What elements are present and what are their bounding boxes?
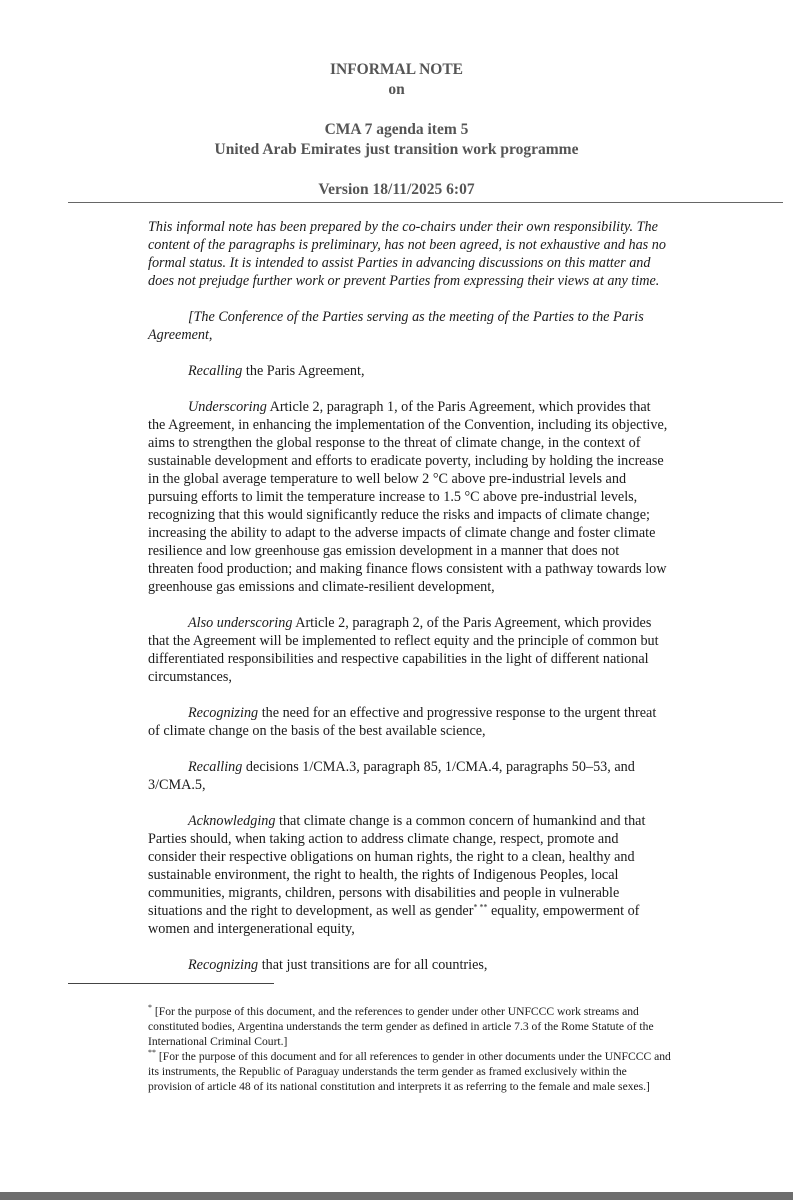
document-header	[0, 60, 793, 200]
paragraph-lead: Recognizing	[188, 957, 259, 973]
header-version: Version 18/11/2025 6:07	[318, 181, 475, 198]
paragraph-lead: Recalling	[188, 363, 243, 379]
footnote-mark: *	[148, 1003, 152, 1013]
paragraph-recalling-decisions	[148, 758, 668, 794]
paragraph-lead: [The Conference of the Parties serving as the meeting of the Parties to the Paris Agreement,	[148, 309, 644, 343]
paragraph-text: decisions 1/CMA.3, paragraph 85, 1/CMA.4, paragraphs 50–53, and 3/CMA.5,	[148, 759, 635, 793]
paragraph-lead: Underscoring	[188, 399, 267, 415]
footnote-mark: **	[148, 1048, 156, 1058]
paragraph-also-underscoring	[148, 614, 668, 686]
paragraph-underscoring	[148, 398, 668, 596]
paragraph-text: that climate change is a common concern of humankind and that Parties should, when taking action to address climate change, respect, promote and consider their respective obligations on human rights, the right to a clean, healthy and sustainable environment, the right to health, the rights of Indigenous Peoples, local communities, migrants, children, persons with disabilities and people in vulnerable situations and the right to development, as well as gender	[148, 813, 646, 919]
paragraph-text: Article 2, paragraph 2, of the Paris Agreement, which provides that the Agreement will be implemented to reflect equity and the principle of common but differentiated responsibilities and respective capabilities in the light of different national circumstances,	[148, 615, 659, 685]
paragraph-text: Article 2, paragraph 1, of the Paris Agreement, which provides that the Agreement, in enhancing the implementation of the Convention, including its objective, aims to strengthen the global response to the threat of climate change, in the context of sustainable development and efforts to eradicate poverty, including by holding the increase in the global average temperature to well below 2 °C above pre-industrial levels and pursuing efforts to limit the temperature increase to 1.5 °C above pre-industrial levels, recognizing that this would significantly reduce the risks and impacts of climate change; increasing the ability to adapt to the adverse impacts of climate change and foster climate resilience and low greenhouse gas emission development in a manner that does not threaten food production; and making finance flows consistent with a pathway towards low greenhouse gas emissions and climate-resilient development,	[148, 399, 668, 595]
paragraph-recalling-paris	[148, 362, 668, 380]
paragraph-text: that just transitions are for all countries,	[258, 957, 488, 973]
footnote-paraguay	[148, 1049, 673, 1094]
paragraph-lead: Recognizing	[188, 705, 259, 721]
paragraph-recognizing-transitions	[148, 956, 668, 974]
paragraph-preamble	[148, 308, 668, 344]
footnote-text: [For the purpose of this document, and the references to gender under other UNFCCC work streams and constituted bodies, Argentina understands the term gender as defined in article 7.3 of the Rome Statute of the International Criminal Court.]	[148, 1005, 654, 1048]
header-programme: United Arab Emirates just transition work programme	[214, 141, 579, 158]
footnotes	[148, 1004, 673, 1094]
footnote-reference: * **	[473, 902, 488, 912]
footnote-divider	[68, 983, 274, 984]
header-agenda-item: CMA 7 agenda item 5	[324, 121, 469, 138]
paragraph-text-continued: equality, empowerment of women and intergenerational equity,	[148, 903, 640, 937]
document-body	[148, 218, 668, 992]
paragraph-lead: Recalling	[188, 759, 243, 775]
paragraph-recognizing-need	[148, 704, 668, 740]
header-on: on	[388, 81, 405, 98]
paragraph-acknowledging	[148, 812, 668, 938]
footnote-argentina	[148, 1004, 673, 1049]
header-divider	[68, 202, 783, 203]
paragraph-lead: Acknowledging	[188, 813, 276, 829]
paragraph-lead: Also underscoring	[188, 615, 293, 631]
paragraph-text: the Paris Agreement,	[242, 363, 365, 379]
paragraph-text: the need for an effective and progressive response to the urgent threat of climate change on the basis of the best available science,	[148, 705, 657, 739]
footnote-text: [For the purpose of this document and for all references to gender in other documents under the UNFCCC and its instruments, the Republic of Paraguay understands the term gender as framed exclusively within the provision of article 48 of its national constitution and interprets it as referring to the female and male sexes.]	[148, 1050, 671, 1093]
header-title: INFORMAL NOTE	[329, 61, 464, 78]
intro-disclaimer: This informal note has been prepared by the co-chairs under their own responsibility. The content of the paragraphs is preliminary, has not been agreed, is not exhaustive and has no formal status. It is intended to assist Parties in advancing discussions on this matter and does not prejudge further work or prevent Parties from expressing their views at any time.	[148, 219, 666, 289]
page-bottom-edge	[0, 1192, 793, 1200]
